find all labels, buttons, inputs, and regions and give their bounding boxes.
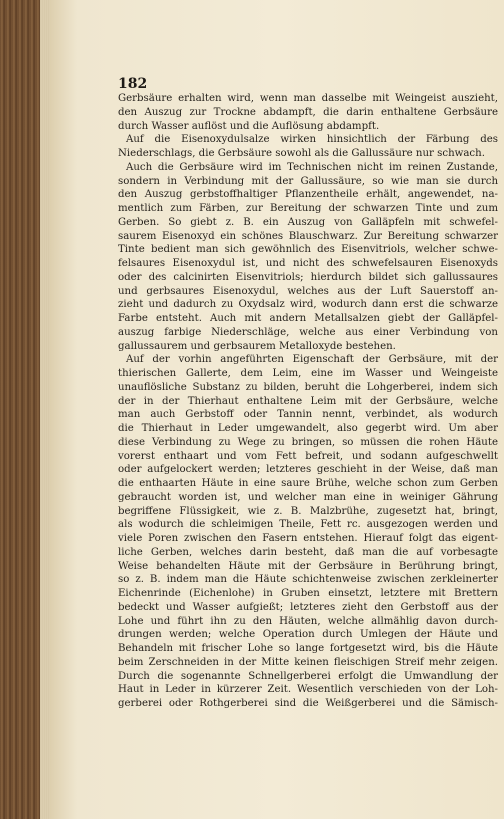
text-line: Lohe und führt ihn zu den Häuten, welche allmählig davon durch- [118, 615, 498, 627]
text-line: und gerbsaures Eisenoxydul, welches aus der Luft Sauerstoff an- [118, 285, 498, 297]
text-line: Behandeln mit frischer Lohe so lange fortgesetzt wird, bis die Häute [118, 643, 498, 654]
text-line: felsaures Eisenoxydul ist, und nicht des schwefelsauren Eisenoxyds [118, 258, 498, 269]
text-line: den Auszug gerbstoffhaltiger Pflanzentheile erhält, angewendet, na- [118, 189, 498, 201]
text-line: mentlich zum Färben, zur Bereitung der schwarzen Tinte und zum [118, 203, 498, 214]
text-line: so z. B. indem man die Häute schichtenweise zwischen zerkleinerter [118, 574, 498, 586]
body-text [118, 92, 498, 711]
text-line: den Auszug zur Trockne abdampft, die darin enthaltene Gerbsäure [118, 106, 498, 118]
text-line: Niederschlags, die Gerbsäure sowohl als die Gallussäure nur schwach. [118, 148, 485, 159]
text-line: saurem Eisenoxyd ein schönes Blauschwarz. Zur Bereitung schwarzer [118, 230, 498, 242]
text-line: Eichenrinde (Eichenlohe) in Gruben einsetzt, letztere mit Brettern [118, 588, 498, 599]
text-line: oder aufgelockert werden; letzteres geschieht in der Weise, daß man [118, 464, 498, 476]
text-line: Auch die Gerbsäure wird im Technischen nicht im reinen Zustande, [126, 161, 498, 173]
page-number: 182 [118, 76, 148, 92]
text-line: sondern in Verbindung mit der Gallussäure, so wie man sie durch [118, 175, 498, 187]
text-line: Tinte bedient man sich gewöhnlich des Eisenvitriols, welcher schwe- [118, 244, 498, 256]
text-line: gebraucht worden ist, und welcher man eine in weiniger Gährung [118, 491, 498, 503]
text-line: viele Poren zwischen den Fasern entstehen. Hierauf folgt das eigent- [118, 533, 498, 544]
text-line: vorerst enthaart und vom Fett befreit, und sodann aufgeschwellt [118, 450, 498, 462]
text-line: unauflösliche Substanz zu bilden, beruht die Lohgerberei, indem sich [118, 381, 498, 393]
text-line: gerberei oder Rothgerberei sind die Weißgerberei und die Sämisch- [118, 698, 498, 709]
text-line: liche Gerben, welches darin besteht, daß man die auf vorbesagte [118, 546, 498, 558]
text-line: durch Wasser auflöst und die Auflösung abdampft. [118, 120, 380, 132]
text-line: bedeckt und Wasser aufgießt; letzteres zieht den Gerbstoff aus der [118, 601, 498, 613]
text-line: thierischen Gallerte, dem Leim, eine im Wasser und Weingeiste [118, 368, 498, 379]
text-line: Durch die sogenannte Schnellgerberei erfolgt die Umwandlung der [118, 670, 498, 682]
text-line: Auf der vorhin angeführten Eigenschaft der Gerbsäure, mit der [126, 354, 498, 366]
text-line: Farbe entsteht. Auch mit andern Metallsalzen giebt der Galläpfel- [118, 313, 498, 324]
text-line: man auch Gerbstoff oder Tannin nennt, verbindet, als wodurch [118, 409, 498, 421]
text-line: beim Zerschneiden in der Mitte keinen fleischigen Streif mehr zeigen. [118, 656, 498, 668]
text-line: Auf die Eisenoxydulsalze wirken hinsichtlich der Färbung des [126, 134, 498, 146]
text-line: Gerbsäure erhalten wird, wenn man dasselbe mit Weingeist auszieht, [118, 93, 498, 104]
text-line: diese Verbindung zu Wege zu bringen, so müssen die rohen Häute [118, 436, 498, 448]
text-line: auszug farbige Niederschläge, welche aus einer Verbindung von [118, 326, 498, 338]
text-line: als wodurch die schleimigen Theile, Fett rc. ausgezogen werden und [118, 519, 498, 531]
text-line: Weise behandelten Häute mit der Gerbsäure in Berührung bringt, [118, 560, 498, 572]
text-line: Haut in Leder in kürzerer Zeit. Wesentlich verschieden von der Loh- [118, 684, 498, 696]
text-line: begriffene Flüssigkeit, wie z. B. Malzbrühe, zugesetzt hat, bringt, [118, 505, 498, 517]
text-line: zieht und dadurch zu Oxydsalz wird, wodurch dann erst die schwarze [118, 299, 498, 311]
text-line: der in der Thierhaut enthaltene Leim mit der Gerbsäure, welche [118, 395, 498, 407]
text-line: oder des calcinirten Eisenvitriols; hierdurch bildet sich gallussaures [118, 271, 498, 283]
text-line: Gerben. So giebt z. B. ein Auszug von Galläpfeln mit schwefel- [118, 216, 498, 228]
text-line: drungen werden; welche Operation durch Umlegen der Häute und [118, 629, 498, 641]
text-line: gallussaurem und gerbsaurem Metalloxyde bestehen. [118, 340, 396, 352]
text-line: die enthaarten Häute in eine saure Brühe, welche schon zum Gerben [118, 478, 498, 489]
text-line: die Thierhaut in Leder umgewandelt, also gegerbt wird. Um aber [118, 423, 498, 434]
